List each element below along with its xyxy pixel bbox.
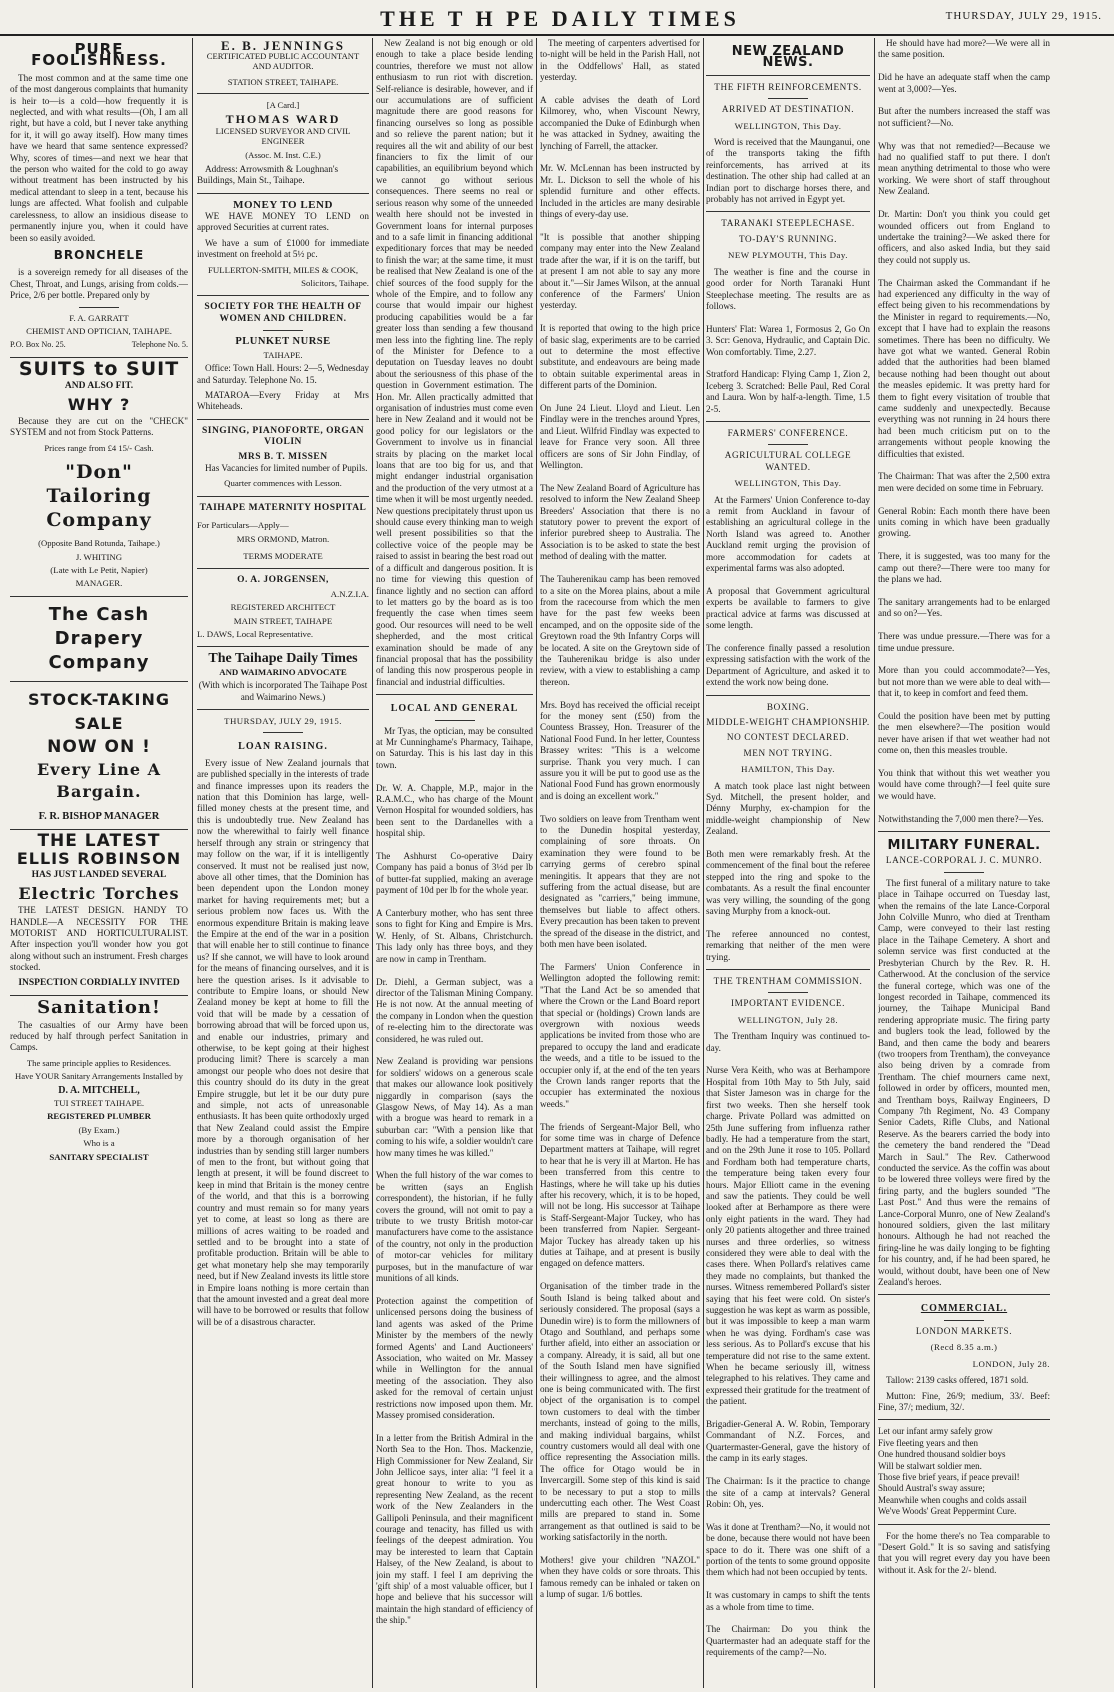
- story-subheading: TO-DAY'S RUNNING.: [738, 233, 838, 244]
- local-news-body: The meeting of carpenters advertised for to-night will be held in the Parish Hall, not in the Oddfellows' Hall, as stated yesterday. A cable advises the death of Lord Kilmorey, who, when Viscount Newry, accompanied the Duke of Edinburgh when he was attacked in Sydney, awaiting the lynching of Farrell, the attacker. Mr. W. McLennan has been instructed by Mr. L. Dickson to sell the whole of his splendid furniture and other effects. Included in the articles are many desirable things of every-day use. "It is possible that another shipping company may enter into the New Zealand trade after the war, if it is on the tariff, but at present I am not able to say any more about it."—Sir James Wilson, at the annual conference of the Farmers' Union yesterday. It is reported that owing to the high price of basic slag, experiments are to be carried out to determine the most effective substitute, and endeavours are being made to obtain suitable experimental areas in different parts of the Dominion. On June 24 Lieut. Lloyd and Lieut. Len Findlay were in the trenches around Ypres, and Lieut. Wilfrid Findlay was expected to leave for France very soon. All three officers are sons of Sir John Findlay, of Wellington. The New Zealand Board of Agriculture has resolved to inform the New Zealand Sheep Breeders' Association that there is no statutory power to prevent the export of inferior purebred sheep to Australia. The Association is to be asked to state the best method of dealing with the matter. The Tauherenikau camp has been removed to a site on the Morea plains, about a mile from the racecourse from which the men have for the past few weeks been encamped, and on the opposite side of the Greytown road the 9th Infantry Corps will be located. A site on the Greytown side of the Tauherenikau bridge is also under review, with a view to establishing a camp thereon. Mrs. Boyd has received the official receipt for the money sent (£50) from the Countess Brassey, Hon. Treasurer of the National Food Fund. In her letter, Countess Brassey writes: "This is a welcome surprise. Thank you very much. I can assure you it will be put to good use as the National Food Fund has grown enormously and is doing an excellent work." Two soldiers on leave from Trentham went to the Dunedin hospital yesterday, complaining of sore throats. On examination they were found to be carrying germs of cerebro spinal meningitis. It appears that they are not suffering from the actual disease, but are designated as "carriers," being immune, themselves but liable to affect others. Every precaution has been taken to prevent the spread of the disease in the district, and both men have been isolated. The Farmers' Union Conference in Wellington adopted the following remit: "That the Land Act be so amended that where the Crown or the Land Board report that special or (holdings) Crown lands are overgrown with noxious weeds applications be invited from those who are prepared to occupy the land and eradicate the weeds, and a title to be issued to the occupier only if, at the end of the ten years the Crown lands ranger reports that the occupier has exterminated the noxious weeds." The friends of Sergeant-Major Bell, who for some time was in charge of Defence Department matters at Taihape, will regret to hear that he is very ill at Marton. He has been transferred from this centre to Hastings, where he will take up his duties after his recovery, which, it is to be hoped, will not be long. His successor at Taihape is Staff-Sergeant-Major Tuckey, who has been transferred from Napier. Sergeant-Major Tuckey has already taken up his duties at Taihape, and at present is busily engaged on defence matters. Organisation of the timber trade in the South Island is being talked about and seriously considered. The proposal (says a Dunedin wire) is to form the millowners of Otago and Southland, and perhaps some further afield, into either an association or a company. Already, it is said, all but one of the South Island men have signified their willingness to agree, and the almost one is being communicated with. The first object of the organisation is to compel town customers to deal with the timber merchants, instead of going to the mills, and making individual bargains, whilst country customers would all deal with one office representing the Association mills. The office for Otago would be in Invercargill. Some step of this kind is said to be necessary to put a stop to mills undercutting each other. The West Coast mills are prepared to stand in. Some arrangement as that outlined is said to be working satisfactorily in the north. Mothers! give your children "NAZOL" when they have colds or sore throats. This famous remedy can be inhaled or taken on a lump of sugar. 1/6 bottles.: [540, 38, 700, 1600]
- ad-subheading: INSPECTION CORDIALLY INVITED: [18, 977, 180, 988]
- divider: [944, 1320, 984, 1321]
- card-name: E. B. JENNINGS: [220, 38, 346, 53]
- ad-body: The casualties of our Army have been reduced by half through perfect Sanitation in Camps.: [10, 1019, 188, 1053]
- story-subheading: NO CONTEST DECLARED.: [726, 732, 850, 743]
- column-4-local-news: [540, 38, 700, 1688]
- card-address: Address: Arrowsmith & Loughnan's Buildings, Main St., Taihape.: [197, 163, 339, 186]
- paper-subtitle: AND WAIMARINO ADVOCATE: [219, 666, 347, 677]
- divider: [197, 646, 369, 647]
- story-body: The Trentham Inquiry was continued to-day. Nurse Vera Keith, who was at Berhampore Hospital from 10th May to 5th July, said that Sister Jameson was in charge for the first two weeks. Then she herself took charge. Private Pollard was admitted on 25th June suffering from influenza rather badly. He had a temperature from the start, and on the 29th June it rose to 105. Pollard and Fordham both had temperature charts, the temperature being taken every four hours. Major Elliott came in the evening and saw the patients. They could be well looked after at Berhampore as there were only eight patients in the ward. They had only 20 patients altogether and three trained nurses and three orderlies, so witness considered they were able to deal with the cases there. When Pollard's relatives came they made no complaints, but thanked the nurses. Witness remembered Pollard's sister saying that his feet were cold. On sister's suggestion he was kept as warm as possible, but it was impossible to keep a man warm when he was dying. Fordham's case was less serious. As to Pollard's excuse that his temperature did not rise to the same extent. When he became seriously ill, witness telegraphed to his relatives. They came and expressed their gratitude for the treatment of the patient. Brigadier-General A. W. Robin, Temporary Commandant of N.Z. Forces, and Quartermaster-General, gave the history of the camp in its early stages. The Chairman: Is it the practice to change the site of a camp at intervals? General Robin: Oh, yes. Was it done at Trentham?—No, it would not be done, because there would not have been space to do it. There was one shift of a portion of the tents to some ground opposite them which had not been occupied by tents. It was customary in camps to shift the tents as a whole from time to time. The Chairman: Do you think the Quartermaster had an adequate staff for the requirements of the camp?—No.: [706, 1031, 870, 1658]
- card-assoc: (Assoc. M. Inst. C.E.): [245, 149, 321, 160]
- ad-body: For Particulars—Apply—: [197, 520, 289, 531]
- ad-body: L. DAWS, Local Representative.: [197, 629, 314, 639]
- section-heading: MILITARY FUNERAL.: [887, 838, 1041, 854]
- story-subheading: LONDON MARKETS.: [915, 1325, 1013, 1336]
- ad-heading: SINGING, PIANOFORTE, ORGAN VIOLIN: [201, 425, 365, 448]
- divider: [197, 93, 369, 94]
- masthead-title: THE T H PE DAILY TIMES: [380, 6, 740, 31]
- ad-heading: NOW ON !: [47, 736, 151, 757]
- ad-body: The same principle applies to Residences.: [26, 1057, 172, 1068]
- card-ward: [197, 100, 369, 186]
- column-6: [878, 38, 1050, 1688]
- divider: [706, 75, 870, 76]
- advertiser-name: D. A. MITCHELL,: [58, 1084, 140, 1096]
- local-general-body: Mr Tyas, the optician, may be consulted at Mr Cunninghame's Pharmacy, Taihape, on Saturday. This is his last day in this town. Dr. W. A. Chapple, M.P., major in the R.A.M.C., who has charge of the Mount Vernon Hospital for wounded soldiers, has been sent to the Dardanelles with a hospital ship. The Ashhurst Co-operative Dairy Company has paid a bonus of 3½d per lb of butter-fat supplied, making an average payment of 10d per lb for the whole year. A Canterbury mother, who has sent three sons to fight for King and Empire is Mrs. W. Henly, of St. Albans, Christchurch. This lady only has three boys, and they are now in camp in Trentham. Dr. Diehl, a German subject, was a director of the Talisman Mining Company. He is not now. At the annual meeting of the company in London when the question of re-electing him to the directorate was considered, he was ruled out. New Zealand is providing war pensions for soldiers' widows on a generous scale that makes our allowance look positively niggardly in comparison (says the Glasgow News, of May 14). As a man with a brogue was heard to remark in a suburban car: "With a pension like that coming to his wife, a soldier wouldn't care how many times he was killed." When the full history of the war comes to be written (says an English correspondent), the historian, if he fully covers the ground, will not omit to pay a tribute to we trusty British motor-car manufacturers have come to the assistance of the country, not only in the production of motor-car vehicles for military purposes, but in the manufacture of war munitions of all kinds. Protection against the competition of unlicensed persons doing the business of land agents was asked of the Prime Minister by the members of the newly formed Agents' and Land Auctioneers' Association, who waited on Mr. Massey while in Wellington for the annual meeting of the association. They also asked for the removal of certain unjust restrictions now imposed upon them. Mr. Massey promised consideration. In a letter from the British Admiral in the North Sea to the Hon. Thos. Mackenzie, High Commissioner for New Zealand, Sir John Jellicoe says, inter alia: "I feel it a great honour to write to you as representing New Zealand, as the recent work of the New Zealanders in the Gallipoli Peninsula, and their magnificent courage and tenacity, has filled us with feelings of the deepest admiration. You may be interested to learn that Captain Halsey, of the New Zealand, is about to join my staff. I feel I am depriving the 'gift ship' of a most valuable officer, but I hope and believe that his successor will maintain the high standard of efficiency of the ship.": [376, 725, 533, 1626]
- column-rule: [703, 38, 704, 1688]
- story-heading: FARMERS' CONFERENCE.: [727, 427, 849, 438]
- ad-heading: Electric Torches: [18, 883, 180, 903]
- divider: [79, 307, 119, 308]
- story-dateline: HAMILTON, This Day.: [741, 764, 835, 775]
- card-name: THOMAS WARD: [225, 112, 341, 127]
- story-body: A match took place last night between Syd. Mitchell, the present holder, and Dénny Murphy, ex-champion for the middle-weight championship of New Zealand. Both men were remarkably fresh. At the commencement of the final bout the referee stepped into the ring and spoke to the combatants. As a result the final encounter was very willing, the sounding of the gong saving Murphy from a knock-out. The referee announced no contest, remarking that neither of the men were trying.: [706, 780, 870, 962]
- divider: [10, 596, 188, 597]
- masthead-date: THURSDAY, JULY 29, 1915.: [945, 10, 1102, 22]
- editorial-heading: LOAN RAISING.: [238, 741, 328, 753]
- column-1-advertisements: [10, 38, 188, 1688]
- ad-subheading: AND ALSO FIT.: [64, 381, 134, 392]
- paper-title: The Taihape Daily Times: [208, 651, 358, 667]
- divider: [263, 732, 303, 733]
- ad-body: Have YOUR Sanitary Arrangements Installed by: [15, 1071, 183, 1082]
- advertiser-name: J. WHITING: [75, 551, 123, 562]
- card-title: CERTIFICATED PUBLIC ACCOUNTANT AND AUDITOR.: [206, 51, 360, 72]
- story-dateline: WELLINGTON, July 28.: [737, 1014, 839, 1025]
- column-rule: [874, 38, 875, 1688]
- ad-body: WE HAVE MONEY TO LEND on approved Securities at current rates.: [197, 211, 369, 233]
- story-subheading: ARRIVED AT DESTINATION.: [721, 104, 855, 115]
- ad-heading: BRONCHELE: [53, 247, 145, 262]
- divider: [706, 211, 870, 212]
- market-report: Tallow: 2139 casks offered, 1871 sold.: [886, 1375, 1029, 1386]
- advertiser-name: MRS ORMOND, Matron.: [236, 533, 330, 544]
- divider: [197, 419, 369, 420]
- ad-heading: WHY ?: [67, 394, 131, 414]
- editorial-continued: New Zealand is not big enough or old enough to take a place beside lending countries, therefore we must not allow enthusiasm to run riot with discretion. Self-reliance is desirable, however, and if our accumulations are of sufficient magnitude there are good reasons for financing ourselves so long as possible and so relieve the parent nation; but it requires all the wit and ability of our best financiers to fix the limit of our capabilities, an equilibrium beyond which we cannot go without serious consequences. There seems no real or serious reason why some of the unneeded wealth here should not be invested in Government loans for internal purposes and to a safe limit in financing additional expeditionary forces that may be needed to finish the war; at the same time, it must be realised that New Zealand is one of the chief sources of the food supply for the whole of the Empire, and to follow any course that would impair our highest producing capabilities would be a far greater loss than sending a few thousand men less into the fighting line. The reply of the Minister for Defence to a deputation on Tuesday leaves no doubt about the seriousness of this phase of the question in Government estimation. The Hon. Mr. Allen practically admitted that organisation of industries must come even here in New Zealand and it would not be good policy for our legislators or the Government to involve us in financial straits by placing on the market local loans that are too big for us, and that might endanger industrial organisation and the production of the very utmost at a time when it will be most urgently needed. New questions precipitately thrust upon us should cause every thinking man to weigh well present possibilities so that the collective voice of the people may be raised to assist in bearing the best road out of a difficult and dangerous position. It is no time for viewing this question of finance lightly and no section can afford to let matters go by the board as is too frequently the case when times seem good. Our resources will need to be well shepherded, and the most critical examination should be made of any financial proposal that has the possibility of landing this now prosperous people in financial and industrial difficulties.: [376, 38, 533, 687]
- ad-subheading: HAS JUST LANDED SEVERAL: [31, 870, 167, 881]
- advertiser-name: FULLERTON-SMITH, MILES & COOK,: [207, 264, 359, 275]
- local-general-heading: LOCAL AND GENERAL: [390, 703, 519, 715]
- advertiser-note: (Late with Le Petit, Napier): [50, 565, 148, 575]
- story-heading: THE TRENTHAM COMMISSION.: [713, 976, 863, 987]
- ad-manager: F. R. BISHOP MANAGER: [38, 811, 160, 823]
- column-rule: [372, 38, 373, 1688]
- ad-body: Has Vacancies for limited number of Pupils.: [205, 462, 368, 473]
- ad-heading: THE LATEST: [37, 830, 161, 851]
- divider: [768, 992, 808, 993]
- section-heading: COMMERCIAL.: [920, 1303, 1008, 1315]
- paper-note: (With which is incorporated The Taihape Post and Waimarino News.): [198, 680, 368, 702]
- masthead: [0, 0, 1114, 36]
- divider: [197, 709, 369, 710]
- ad-heading: MRS B. T. MISSEN: [238, 451, 328, 462]
- ad-body: is a sovereign remedy for all diseases of the Chest, Throat, and Lungs, arising from colds.—Price, 2/6 per bottle. Prepared only by: [10, 267, 188, 301]
- divider: [878, 1294, 1050, 1295]
- story-heading: BOXING.: [766, 701, 810, 712]
- story-body: The weather is fine and the course in good order for North Taranaki Hunt Steeplechase meeting. The results are as follows. Hunters' Flat: Warea 1, Formosus 2, Go On 3. Scr: Genova, Hydraulic, and Captain Dic. Won comfortably. Time, 2.27. Stratford Handicap: Flying Camp 1, Zion 2, Iceberg 3. Scratched: Belle Paul, Red Coral and Laura. Won by half-a-length. Time, 1.5 2-5.: [706, 266, 870, 414]
- divider: [197, 193, 369, 194]
- column-rule: [192, 38, 193, 1688]
- divider: [768, 444, 808, 445]
- section-heading: NEW ZEALAND NEWS.: [731, 44, 845, 71]
- advertiser-address: TUI STREET TAIHAPE.: [53, 1097, 145, 1108]
- advertiser-name: F. A. GARRATT: [69, 312, 129, 323]
- ad-body: Because they are cut on the "CHECK" SYSTEM and not from Stock Patterns.: [10, 415, 188, 438]
- ad-heading: O. A. JORGENSEN,: [237, 575, 329, 586]
- column-2-cards: [197, 38, 369, 1688]
- divider: [878, 1419, 1050, 1420]
- ad-heading: Every Line A Bargain.: [36, 760, 162, 802]
- story-body: At the Farmers' Union Conference to-day a remit from Auckland in favour of establishing an agricultural college in the North Island was agreed to. Another Auckland remit urging the provision of more accommodation for cadets at experimental farms was also adopted. A proposal that Government agricultural experts be available to farmers to give practical advice at farms was discussed at some length. The conference finally passed a resolution expressing satisfaction with the work of the Department of Agriculture, and asked it to extend the work now being done.: [706, 494, 870, 688]
- ad-heading: Sanitation!: [37, 997, 161, 1019]
- ad-address: MAIN STREET, TAIHAPE: [233, 615, 333, 626]
- ad-body: Quarter commences with Lesson.: [224, 478, 342, 489]
- story-subheading: AGRICULTURAL COLLEGE WANTED.: [724, 450, 852, 472]
- divider: [706, 695, 870, 696]
- ad-body: We have a sum of £1000 for immediate investment on freehold at 5½ pc.: [197, 237, 369, 260]
- story-subheading: MEN NOT TRYING.: [743, 747, 833, 758]
- advertiser-role: Solicitors, Taihape.: [301, 278, 369, 289]
- editorial-body: Every issue of New Zealand journals that are published specially in the interests of trade and finance impresses upon its readers the nation that this Dominion has large, well-filled money chests at the present time, and this is undoubtedly true. New Zealand has now the wherewithal to fairly well finance herself through any strain or stringency that may follow on the war, if it is intelligently conserved. It must not be realised just now, above all other times, that the Dominion has been dependent upon the London money market for having requirements met; but a serious problem now faces us. With the enormous expenditure Britain is making leave the Empire at the end of the war in a position that will enable her to still continue to finance us? If she cannot, we will have to look around for the means of financing ourselves, and it is here the question arises. Is it advisable to contribute to Empire loans, or should New Zealand money be kept at home to fill the void that will be made by a cessation of borrowing abroad that will be forced upon us, and enable our industries, primary and otherwise, to be kept going at their highest producing limit? There is scarcely a man amongst our people who does not desire that this country should do its duty in the great Empire struggle, but let it be our duty pure and simple, not acts of unreasonable enthusiasts. It has been quite orthodoxly urged that New Zealand could assist the Empire more by a thorough organisation of her industries than by sending still larger numbers of men to the front, but without going that length at present, it will be found discreet to keep in mind that Britain is the money centre of the world, and that this is a borrowing country and must remain so for many years yet to come, at least so long as there are millions of acres waiting to be roaded and settled and to be brought into a state of profitable production. Britain will be able to get what monetary help she may temporarily need, but if New Zealand invests its little store in Empire loans nothing is more certain than that the amount invested and a great deal more will have to be borrowed or results that follow will be of a disastrous character.: [197, 757, 369, 1327]
- divider: [706, 421, 870, 422]
- divider: [10, 995, 188, 996]
- inquiry-continued: He should have had more?—We were all in the same position. Did he have an adequate staff when the camp went at 3,000?—Yes. But after the numbers increased the staff was not sufficient?—No. Why was that not remedied?—Because we had no qualified staff to put there. I don't mean anything detrimental to those who were working. We were short of staff throughout New Zealand. Dr. Martin: Don't you think you could get wounded officers out from England to undertake the training?—We asked there for officers, and also asked India, but they said they could not supply us. The Chairman asked the Commandant if he had experienced any difficulty in the way of effect being given to his recommendations by the Minister in regard to requirements.—No, except that I have had to explain the reasons sometimes. There has been no difficulty. We have got what we wanted. General Robin added that the authorities had been blamed because nothing had been thought out about the measles epidemic. It was pretty hard for them to fight every visitation of trouble that came suddenly and unexpectedly. Because everything was not running in 24 hours there had been much criticism put on to the arrangements without people knowing the difficulties that existed. The Chairman: That was after the 2,500 extra men were decided on some time in February. General Robin: Each month there have been units coming in which have been gradually growing. There, it is suggested, was too many for the camp out there?—There were too many for the plans we had. The sanitary arrangements had to be enlarged and so on?—Yes. There was undue pressure.—There was for a time undue pressure. More than you could accommodate?—Yes, but not more than we were able to deal with—that it, to keep in comfort and feed them. Could the position have been met by putting the men elsewhere?—The position would never have arisen if that wet weather had not come on, then this measles trouble. You think that without this wet weather you would have come through?—I feel quite sure we would have. Notwithstanding the 7,000 men there?—Yes.: [878, 38, 1050, 824]
- ad-subheading: REGISTERED ARCHITECT: [230, 602, 336, 613]
- ad-poem: Let our infant army safely grow Five fleeting years and then One hundred thousand soldier boys Will be stalwart soldier men. Those five brief years, if peace prevail! Should Austral's sway assure; Meanwhile when coughs and colds assail We've Woods' Great Peppermint Cure.: [878, 1426, 1027, 1517]
- divider: [10, 829, 188, 830]
- story-dateline: (Recd 8.35 a.m.): [930, 1342, 998, 1353]
- story-body: Word is received that the Maunganui, one of the transports taking the fifth reinforcements, has arrived at its destination. The other ship had called at an Indian port to discharge horses there, and probably has not arrived in Egypt yet.: [706, 137, 870, 205]
- column-3-editorial: [376, 38, 533, 1688]
- ad-subheading: A.N.Z.I.A.: [330, 588, 369, 599]
- ad-body: THE LATEST DESIGN. HANDY TO HANDLE—A NECESSITY FOR THE MOTORIST AND HORTICULTURALIST. After inspection you'll wonder how you got along without such an instrument. Fresh charges stocked.: [10, 905, 188, 973]
- divider: [944, 872, 984, 873]
- divider: [197, 295, 369, 296]
- column-5-nz-news: [706, 38, 870, 1688]
- ad-heading: TAIHAPE MATERNITY HOSPITAL: [199, 502, 367, 513]
- divider: [768, 98, 808, 99]
- divider: [878, 831, 1050, 832]
- divider: [10, 681, 188, 682]
- story-subheading: MIDDLE-WEIGHT CHAMPIONSHIP.: [706, 716, 870, 727]
- ad-heading: PURE FOOLISHNESS.: [31, 40, 167, 70]
- story-subheading: IMPORTANT EVIDENCE.: [730, 998, 846, 1009]
- ad-heading: STOCK-TAKING SALE: [27, 689, 170, 733]
- ad-body: MATAROA—Every Friday at Mrs Whiteheads.: [197, 389, 369, 412]
- advertiser-note: (By Exam.): [78, 1124, 120, 1135]
- ad-price: Prices range from £4 15/- Cash.: [44, 442, 154, 453]
- ad-subheading: TAIHAPE.: [263, 349, 303, 360]
- column-rule: [536, 38, 537, 1688]
- advertiser-title: REGISTERED PLUMBER: [47, 1111, 151, 1122]
- advertiser-note: Who is a: [83, 1138, 115, 1149]
- ad-heading: SOCIETY FOR THE HEALTH OF WOMEN AND CHILDREN.: [204, 302, 362, 324]
- card-jennings: [197, 40, 369, 87]
- divider: [878, 1524, 1050, 1525]
- story-dateline: WELLINGTON, This Day.: [734, 478, 842, 489]
- divider: [197, 568, 369, 569]
- ad-heading: ELLIS ROBINSON: [16, 849, 182, 869]
- story-dateline: WELLINGTON, This Day.: [734, 120, 842, 131]
- editorial-date: THURSDAY, JULY 29, 1915.: [224, 716, 342, 727]
- divider: [435, 720, 475, 721]
- ad-heading: PLUNKET NURSE: [235, 336, 331, 348]
- card-title: LICENSED SURVEYOR AND CIVIL ENGINEER: [215, 125, 351, 146]
- ad-body: Office: Town Hall. Hours: 2—5, Wednesday and Saturday. Telephone No. 15.: [197, 363, 369, 385]
- story-dateline: NEW PLYMOUTH, This Day.: [728, 250, 848, 261]
- ad-heading: "Don" Tailoring Company: [46, 461, 152, 532]
- advertiser-trade: CHEMIST AND OPTICIAN, TAIHAPE.: [26, 325, 172, 336]
- ad-body: For the home there's no Tea comparable to "Desert Gold." It is so saving and satisfying that you will regret every day you have been without it. Ask for the 2/- blend.: [878, 1530, 1050, 1575]
- divider: [376, 694, 533, 695]
- story-body: The first funeral of a military nature to take place in Taihape occurred on Tuesday last, when the remains of the late Lance-Corporal John Colville Munro, who died at Trentham Camp, were conveyed to their last resting place in the Taihape Cemetery. A short and solemn service was first conducted at the Presbyterian Church by the Rev. R. H. Catherwood. At the conclusion of the service the funeral cortege, which was one of the longest recorded in Taihape, commenced its journey, the Taihape Municipal Band rendering appropriate music. The firing party and buglers took the lead, followed by the Band, and then came the body and bearers (two troopers from Trentham), the conveyance also being driven by a comrade from Trentham. The chief mourners came next, followed in order by officers, mounted men, and Trentham boys, Railway Engineers, D Company 7th Regiment, No. 43 Company Senior Cadets, Rifle Clubs, and National Reserve. As the bearers carried the body into the cemetery the band rendered the "Dead March in Saul." The Rev. Catherwood conducted the service. As the coffin was about to be lowered three volleys were fired by the firing party, and the buglers sounded "The Last Post." And thus were the remains of Lance-Corporal Munro, one of New Zealand's honoured soldiers, given the last military honours. Although he had not reached the firing-line he was daily longing to be fighting for his country, and, if he had been spared, he would, without doubt, have been one of New Zealand's heroes.: [878, 877, 1050, 1288]
- story-heading: THE FIFTH REINFORCEMENTS.: [714, 81, 862, 92]
- divider: [197, 496, 369, 497]
- ad-address: (Opposite Band Rotunda, Taihape.): [38, 538, 160, 549]
- market-report: Mutton: Fine, 26/9; medium, 33/. Beef: Fine, 37/; medium, 32/.: [878, 1390, 1050, 1412]
- ad-heading: The Cash Drapery Company: [48, 603, 150, 673]
- advertiser-contact: P.O. Box No. 25. Telephone No. 5.: [10, 340, 188, 350]
- story-heading: TARANAKI STEEPLECHASE.: [721, 218, 855, 229]
- story-dateline: LONDON, July 28.: [972, 1358, 1050, 1369]
- divider: [706, 969, 870, 970]
- ad-heading: SUITS to SUIT: [18, 357, 180, 380]
- advertiser-title: SANITARY SPECIALIST: [49, 1151, 149, 1162]
- advertiser-role: MANAGER.: [75, 578, 123, 589]
- card-label: [A Card.]: [266, 100, 300, 111]
- card-address: STATION STREET, TAIHAPE.: [227, 77, 339, 88]
- ad-body: The most common and at the same time one of the most dangerous complaints that humanity is heir to—is a cold—how frequently it is neglected, and with what results—(Oh, I am all right, but have a cold, but I never take anything for it, it will go away itself). How many times have we heard that same sentence expressed? Why, scores of times—and next we hear that the person who waited for the cold to go away without treatment has been instructed by his medical attendant to sleep in a tent, because his lungs are affected. What foolish and culpable carelessness, to allow an insidious disease to permanently injure you, when it could have been so easily avoided.: [10, 72, 188, 243]
- ad-subheading: TERMS MODERATE: [243, 550, 323, 561]
- ad-heading: MONEY TO LEND: [233, 198, 333, 211]
- story-subheading: LANCE-CORPORAL J. C. MUNRO.: [885, 855, 1043, 866]
- divider: [263, 330, 303, 331]
